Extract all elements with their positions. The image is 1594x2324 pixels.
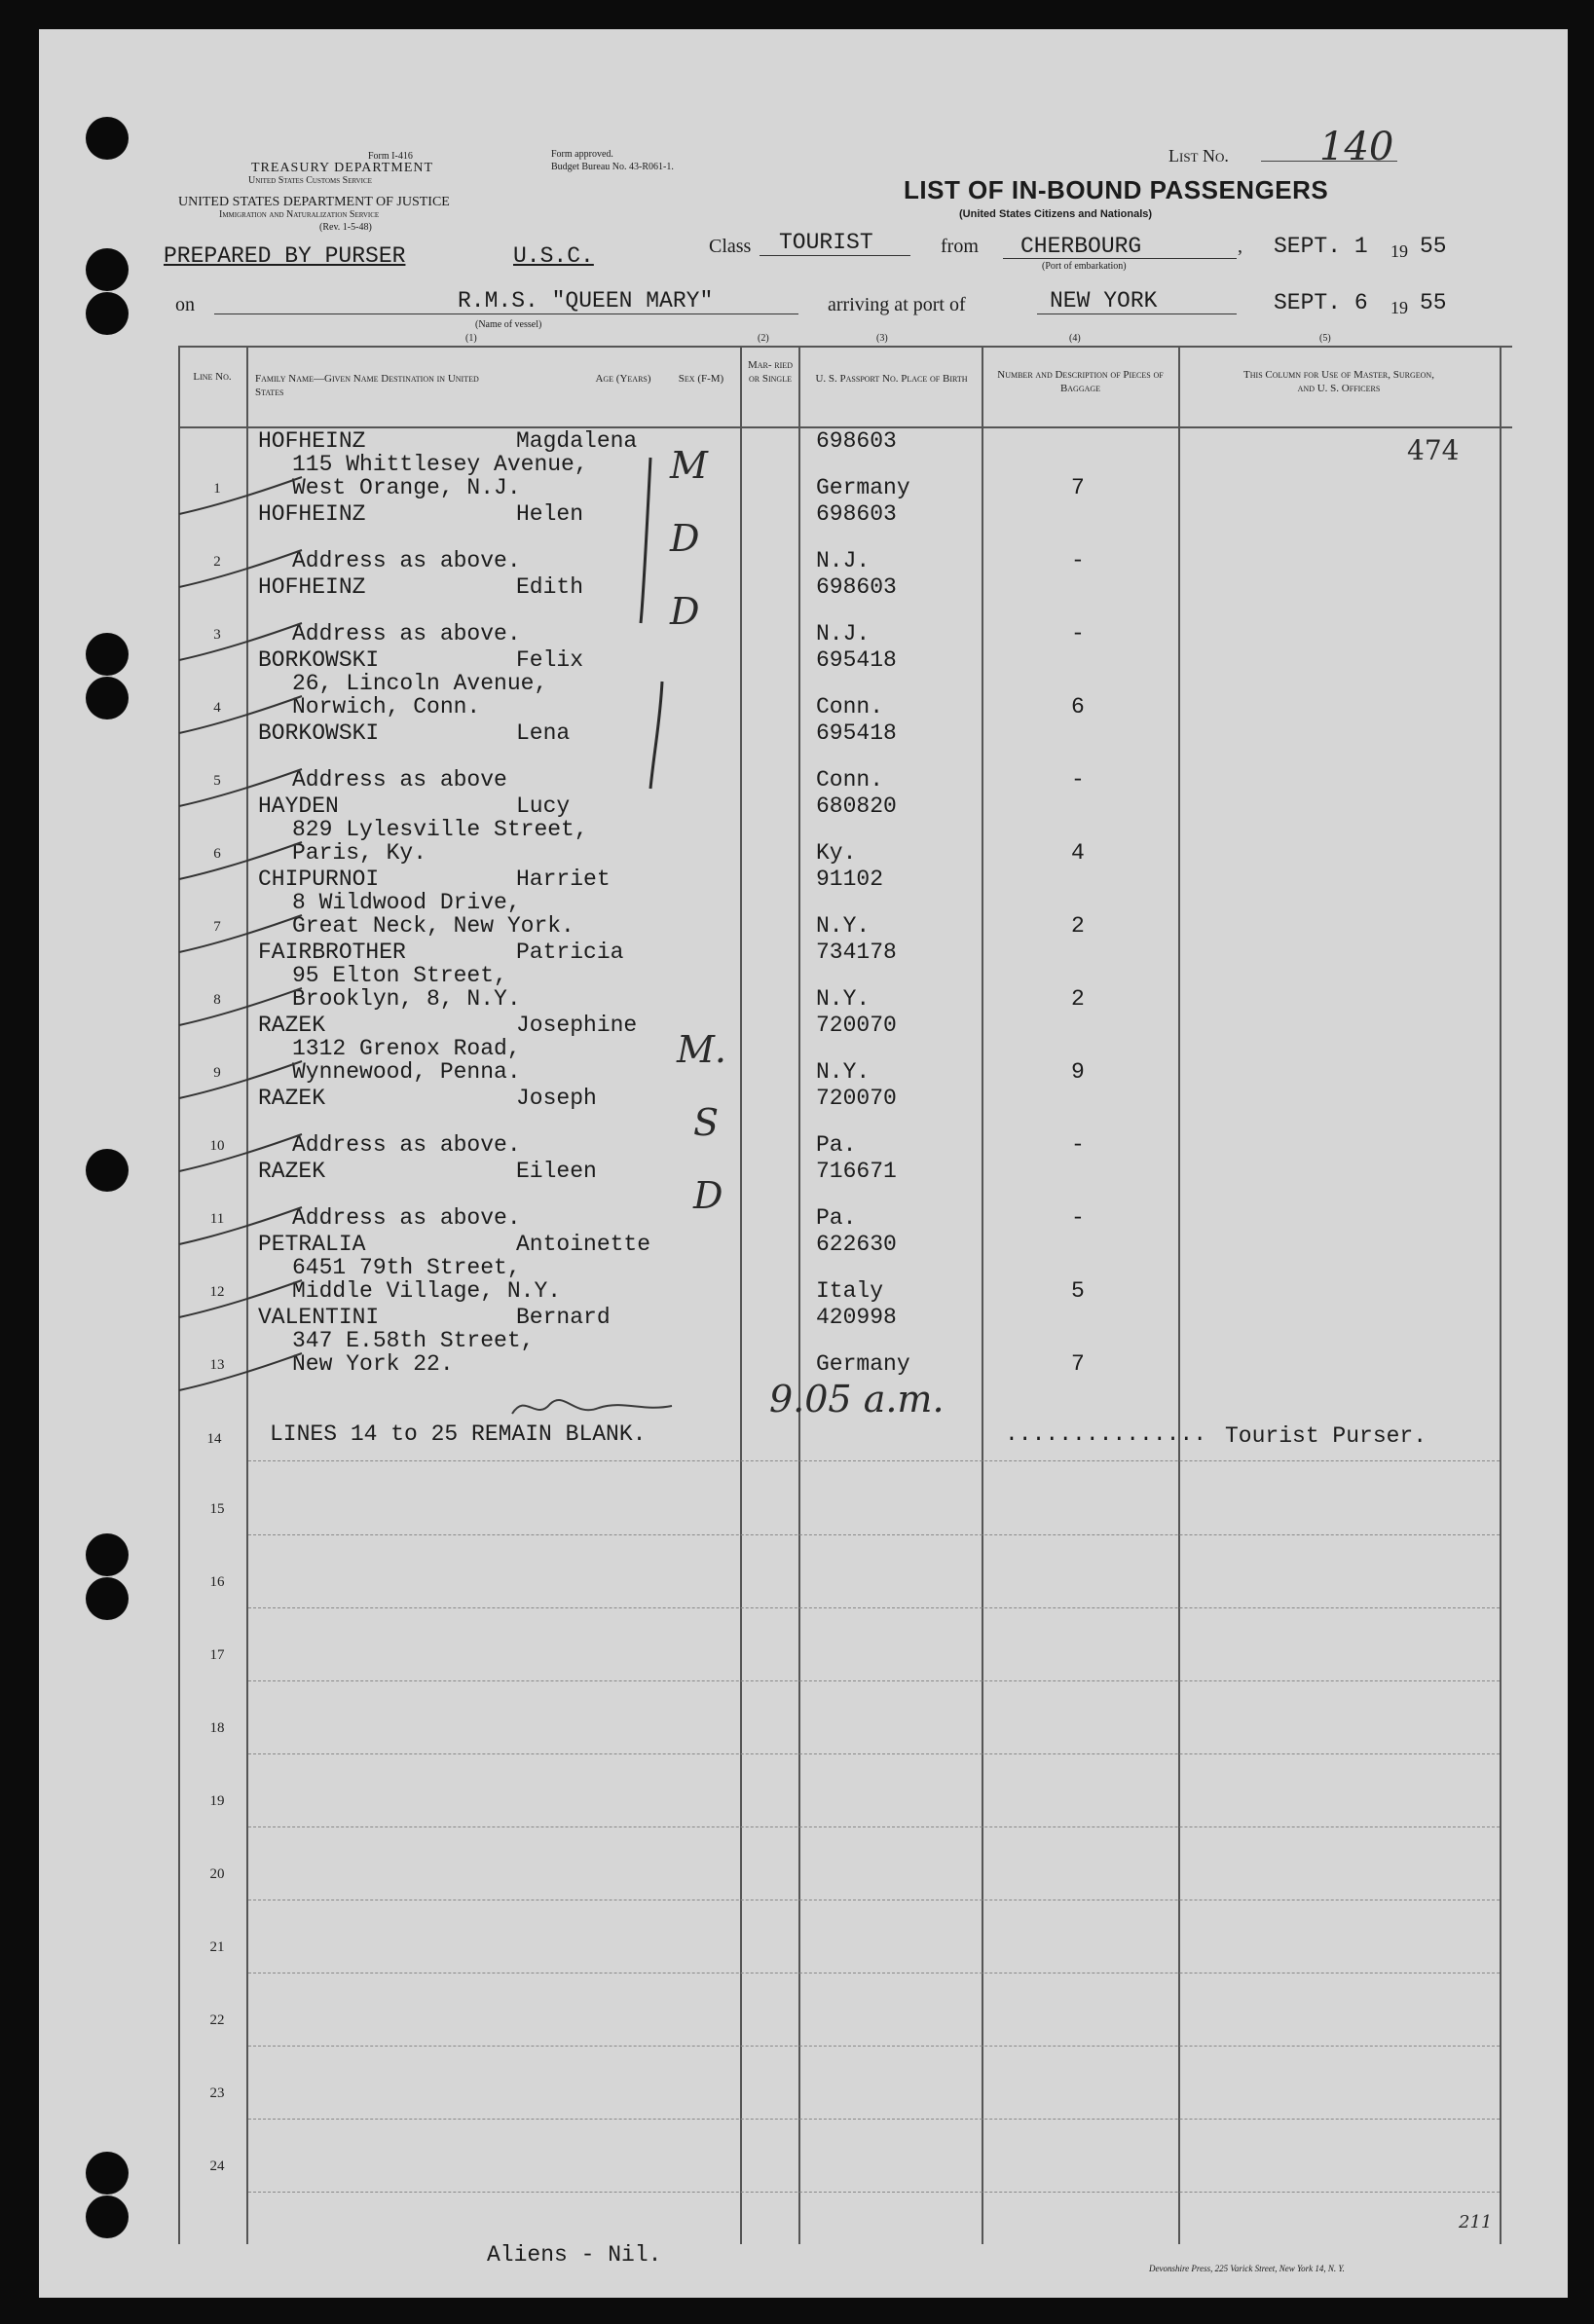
marital-status-mark: M <box>670 444 708 487</box>
place-of-birth: Ky. <box>816 840 857 866</box>
arrival-year: 55 <box>1420 290 1447 315</box>
line-number: 14 <box>206 1431 222 1447</box>
passport-number: 91102 <box>816 867 884 892</box>
marital-status-mark: M. <box>677 1028 726 1071</box>
baggage-count: - <box>1071 548 1085 573</box>
passenger-address-line: Norwich, Conn. <box>292 694 481 719</box>
form-approved: Form approved. <box>551 149 613 160</box>
treasury-department: TREASURY DEPARTMENT <box>251 161 434 175</box>
line-number: 17 <box>209 1647 225 1663</box>
passenger-address-line: West Orange, N.J. <box>292 475 521 500</box>
immigration-service: Immigration and Naturalization Service <box>219 209 380 220</box>
line-number: 4 <box>213 700 221 716</box>
class-label: Class <box>709 236 752 257</box>
binder-hole <box>86 1533 129 1576</box>
passenger-address-line: New York 22. <box>292 1351 454 1377</box>
line-number: 22 <box>209 2012 225 2028</box>
header-age: Age (Years) <box>595 373 651 385</box>
passenger-given-name: Magdalena <box>516 428 638 454</box>
line-number: 13 <box>209 1357 225 1373</box>
passenger-family-name: HAYDEN <box>258 793 339 819</box>
column-divider <box>740 346 742 2244</box>
baggage-count: - <box>1071 1205 1085 1231</box>
place-of-birth: Pa. <box>816 1205 857 1231</box>
line-number: 7 <box>213 919 221 935</box>
marital-status-mark: S <box>693 1101 720 1144</box>
column-divider <box>1178 346 1180 2244</box>
passenger-family-name: HOFHEINZ <box>258 428 366 454</box>
passenger-address-line: 8 Wildwood Drive, <box>292 890 521 915</box>
baggage-count: - <box>1071 621 1085 646</box>
arrival-year-prefix: 19 <box>1390 298 1408 317</box>
table-top-border <box>178 346 1512 348</box>
baggage-count: 7 <box>1071 475 1085 500</box>
passport-number: 698603 <box>816 574 897 600</box>
from-label: from <box>941 236 979 257</box>
form-subtitle: (United States Citizens and Nationals) <box>959 208 1153 220</box>
remain-blank-note: LINES 14 to 25 REMAIN BLANK. <box>270 1421 647 1447</box>
binder-hole <box>86 1149 129 1192</box>
header-baggage: Number and Description of Pieces of Baggage <box>997 369 1164 394</box>
vessel-label: (Name of vessel) <box>475 319 542 330</box>
header-married: Mar- ried or Single <box>748 359 793 385</box>
place-of-birth: Pa. <box>816 1132 857 1158</box>
passport-number: 622630 <box>816 1232 897 1257</box>
baggage-count: 7 <box>1071 1351 1085 1377</box>
line-number: 11 <box>209 1211 225 1227</box>
row-rule <box>248 1534 1500 1535</box>
column-divider <box>1500 346 1501 2244</box>
passenger-given-name: Lucy <box>516 793 571 819</box>
vessel-name: R.M.S. "QUEEN MARY" <box>458 288 714 314</box>
header-sex: Sex (F-M) <box>678 373 724 385</box>
header-name: Family Name—Given Name Destination in United States <box>255 373 479 398</box>
col-number-4: (4) <box>1069 333 1081 344</box>
row-rule <box>248 1973 1500 1974</box>
arriving-label: arriving at port of <box>828 294 966 315</box>
passenger-family-name: CHIPURNOI <box>258 867 380 892</box>
passenger-family-name: HOFHEINZ <box>258 574 366 600</box>
passenger-address-line: 6451 79th Street, <box>292 1255 521 1280</box>
passenger-address-line: 115 Whittlesey Avenue, <box>292 452 588 477</box>
justice-department: UNITED STATES DEPARTMENT OF JUSTICE <box>178 195 450 209</box>
baggage-count: 5 <box>1071 1278 1085 1304</box>
arrival-time-note: 9.05 a.m. <box>769 1378 945 1420</box>
passenger-family-name: RAZEK <box>258 1159 326 1184</box>
passport-number: 420998 <box>816 1305 897 1330</box>
passport-number: 720070 <box>816 1086 897 1111</box>
passport-number: 695418 <box>816 647 897 673</box>
passport-number: 680820 <box>816 793 897 819</box>
passenger-address-line: Paris, Ky. <box>292 840 427 866</box>
row-rule <box>248 1826 1500 1827</box>
passenger-given-name: Edith <box>516 574 584 600</box>
line-number: 16 <box>209 1574 225 1590</box>
passenger-address-line: Address as above. <box>292 621 521 646</box>
marital-status-mark: D <box>670 590 700 633</box>
form-title: LIST OF IN-BOUND PASSENGERS <box>904 175 1329 204</box>
binder-hole <box>86 633 129 676</box>
passport-number: 734178 <box>816 940 897 965</box>
passenger-family-name: VALENTINI <box>258 1305 380 1330</box>
passport-number: 698603 <box>816 501 897 527</box>
binder-hole <box>86 117 129 160</box>
line-number: 23 <box>209 2085 225 2101</box>
line-number: 2 <box>213 554 221 570</box>
passenger-address-line: Address as above. <box>292 548 521 573</box>
comma: , <box>1238 236 1242 257</box>
row-rule <box>248 1753 1500 1754</box>
binder-hole <box>86 1577 129 1620</box>
passenger-address-line: Middle Village, N.Y. <box>292 1278 562 1304</box>
baggage-count: 2 <box>1071 913 1085 939</box>
passenger-given-name: Helen <box>516 501 584 527</box>
line-number: 15 <box>209 1501 225 1517</box>
handwritten-bracket <box>604 428 721 896</box>
line-number: 12 <box>209 1284 225 1300</box>
aliens-note: Aliens - Nil. <box>487 2242 662 2268</box>
departure-year: 55 <box>1420 234 1447 259</box>
passenger-given-name: Felix <box>516 647 584 673</box>
form-revision: (Rev. 1-5-48) <box>319 222 372 233</box>
passenger-given-name: Lena <box>516 720 571 746</box>
line-number: 10 <box>209 1138 225 1154</box>
place-of-birth: N.Y. <box>816 986 871 1012</box>
passenger-address-line: 347 E.58th Street, <box>292 1328 535 1353</box>
passenger-family-name: RAZEK <box>258 1013 326 1038</box>
row-rule <box>248 1607 1500 1608</box>
passenger-given-name: Patricia <box>516 940 624 965</box>
col-number-2: (2) <box>758 333 769 344</box>
list-no-label: List No. <box>1168 146 1229 166</box>
passenger-address-line: Brooklyn, 8, N.Y. <box>292 986 521 1012</box>
port-of-embarkation: CHERBOURG <box>1020 234 1142 259</box>
passenger-family-name: FAIRBROTHER <box>258 940 406 965</box>
place-of-birth: N.Y. <box>816 1059 871 1085</box>
line-number: 9 <box>213 1065 221 1081</box>
line-number: 6 <box>213 846 221 862</box>
customs-service: United States Customs Service <box>248 175 372 186</box>
col-number-1: (1) <box>465 333 477 344</box>
passenger-address-line: 829 Lylesville Street, <box>292 817 588 842</box>
passenger-family-name: HOFHEINZ <box>258 501 366 527</box>
row-rule <box>248 1460 1500 1461</box>
place-of-birth: N.J. <box>816 621 871 646</box>
passenger-address-line: Address as above. <box>292 1132 521 1158</box>
arrival-date: SEPT. 6 <box>1274 290 1368 315</box>
line-number: 20 <box>209 1866 225 1882</box>
marital-status-mark: D <box>693 1174 723 1217</box>
form-number: Form I-416 <box>368 151 413 162</box>
class-value: TOURIST <box>779 230 873 255</box>
prepared-by: PREPARED BY PURSER <box>164 243 406 269</box>
line-number: 19 <box>209 1793 225 1809</box>
binder-hole <box>86 2195 129 2238</box>
row-rule <box>248 2046 1500 2047</box>
printer-imprint: Devonshire Press, 225 Varick Street, New York 14, N. Y. <box>1149 2264 1345 2273</box>
checkmark-tick <box>175 1347 312 1396</box>
row-rule <box>248 1680 1500 1681</box>
passenger-family-name: RAZEK <box>258 1086 326 1111</box>
citizenship-prefix: U.S.C. <box>513 243 594 269</box>
on-label: on <box>175 294 195 315</box>
passenger-address-line: 26, Lincoln Avenue, <box>292 671 548 696</box>
passenger-address-line: 1312 Grenox Road, <box>292 1036 521 1061</box>
binder-hole <box>86 292 129 335</box>
port-embarkation-label: (Port of embarkation) <box>1042 261 1127 272</box>
col-number-3: (3) <box>876 333 888 344</box>
header-officers: This Column for Use of Master, Surgeon, and U. S. Officers <box>1243 369 1434 394</box>
passenger-given-name: Joseph <box>516 1086 597 1111</box>
place-of-birth: N.Y. <box>816 913 871 939</box>
passenger-given-name: Josephine <box>516 1013 638 1038</box>
marital-status-mark: D <box>670 517 700 560</box>
line-number: 24 <box>209 2158 225 2174</box>
binder-hole <box>86 2152 129 2195</box>
column-divider <box>982 346 983 2244</box>
officer-note: 474 <box>1407 434 1460 466</box>
baggage-count: 9 <box>1071 1059 1085 1085</box>
passenger-family-name: PETRALIA <box>258 1232 366 1257</box>
passenger-family-name: BORKOWSKI <box>258 720 380 746</box>
tourist-purser-signature: Tourist Purser. <box>1225 1423 1427 1449</box>
place-of-birth: Conn. <box>816 694 884 719</box>
from-underline <box>1003 258 1237 259</box>
line-number: 3 <box>213 627 221 643</box>
line-number: 18 <box>209 1720 225 1736</box>
binder-hole <box>86 248 129 291</box>
line-number: 1 <box>213 481 221 497</box>
passenger-address-line: Wynnewood, Penna. <box>292 1059 521 1085</box>
departure-date: SEPT. 1 <box>1274 234 1368 259</box>
baggage-count: 2 <box>1071 986 1085 1012</box>
passenger-address-line: Great Neck, New York. <box>292 913 575 939</box>
passenger-family-name: BORKOWSKI <box>258 647 380 673</box>
passport-number: 720070 <box>816 1013 897 1038</box>
budget-bureau: Budget Bureau No. 43-R061-1. <box>551 162 674 172</box>
place-of-birth: Germany <box>816 475 910 500</box>
line-number: 8 <box>213 992 221 1008</box>
column-divider <box>798 346 800 2244</box>
baggage-count: - <box>1071 767 1085 793</box>
line-number: 5 <box>213 773 221 789</box>
binder-hole <box>86 677 129 719</box>
departure-year-prefix: 19 <box>1390 241 1408 261</box>
row-rule <box>248 2119 1500 2120</box>
passport-number: 695418 <box>816 720 897 746</box>
arrival-port: NEW YORK <box>1050 288 1158 314</box>
place-of-birth: Conn. <box>816 767 884 793</box>
list-number: 140 <box>1319 125 1394 169</box>
dotted-leader: ............... <box>1005 1421 1207 1447</box>
passenger-address-line: Address as above <box>292 767 507 793</box>
passenger-address-line: Address as above. <box>292 1205 521 1231</box>
row-rule <box>248 2192 1500 2193</box>
col-number-5: (5) <box>1319 333 1331 344</box>
passenger-given-name: Bernard <box>516 1305 611 1330</box>
place-of-birth: Italy <box>816 1278 884 1304</box>
class-underline <box>760 255 910 256</box>
passenger-given-name: Harriet <box>516 867 611 892</box>
baggage-count: 6 <box>1071 694 1085 719</box>
passenger-given-name: Antoinette <box>516 1232 651 1257</box>
header-passport: U. S. Passport No. Place of Birth <box>815 373 968 385</box>
header-line-no: Line No. <box>193 371 232 383</box>
passenger-address-line: 95 Elton Street, <box>292 963 507 988</box>
passport-number: 716671 <box>816 1159 897 1184</box>
baggage-count: - <box>1071 1132 1085 1158</box>
page-mark: 211 <box>1459 2212 1493 2232</box>
line-number: 21 <box>209 1939 225 1955</box>
passenger-given-name: Eileen <box>516 1159 597 1184</box>
place-of-birth: Germany <box>816 1351 910 1377</box>
baggage-count: 4 <box>1071 840 1085 866</box>
place-of-birth: N.J. <box>816 548 871 573</box>
passport-number: 698603 <box>816 428 897 454</box>
